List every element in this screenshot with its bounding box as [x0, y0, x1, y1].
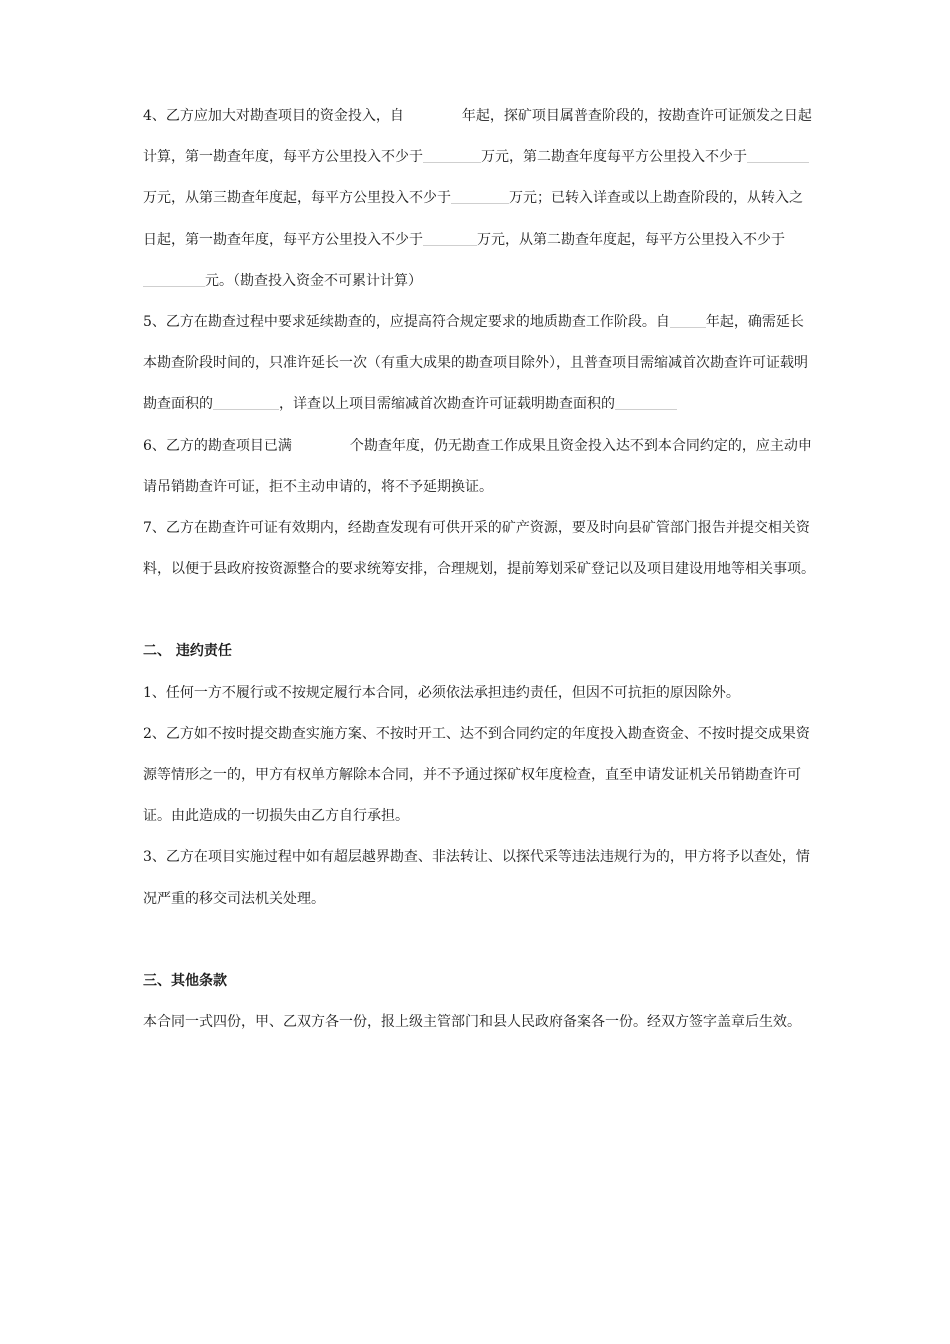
clause-4-text: 万元，第二勘查年度每平方公里投入不少于 [481, 149, 747, 166]
clause-4-text: 年起，探矿项目属普查阶段的，按勘查许可证颁发之日起计算，第一勘查年度，每平方公里投入不少于 [143, 108, 812, 166]
clause-6-text: 6、乙方的勘查项目已满 [143, 437, 292, 454]
breach-clause-3: 3、乙方在项目实施过程中如有超层越界勘查、非法转让、以探代采等违法违规行为的，甲方将予以查处，情况严重的移交司法机关处理。 [143, 849, 810, 907]
clause-5-text: 5、乙方在勘查过程中要求延续勘查的，应提高符合规定要求的地质勘查工作阶段。自 [143, 314, 670, 331]
clause-4 [143, 96, 815, 302]
amount-blank [451, 189, 509, 204]
clause-4-text: 4、乙方应加大对勘查项目的资金投入，自 [143, 108, 404, 124]
section-heading-breach: 二、 违约责任 [143, 643, 232, 660]
other-clause-1: 本合同一式四份，甲、乙双方各一份，报上级主管部门和县人民政府备案各一份。经双方签字盖章后生效。 [143, 1014, 801, 1031]
clause-4-text: 万元，从第二勘查年度起，每平方公里投入不少于 [477, 231, 785, 248]
amount-blank [747, 148, 809, 163]
clause-5-text: 年起，确需延长本勘查阶段时间的，只准许延长一次（有重大成果的勘查项目除外），且普查项目需缩减首次勘查许可证载明勘查面积的 [143, 314, 808, 413]
area-blank [213, 395, 279, 410]
clause-4-text: 万元，从第三勘查年度起，每平方公里投入不少于 [143, 190, 451, 207]
clause-6 [143, 426, 815, 508]
amount-blank [143, 272, 205, 287]
year-blank [670, 313, 706, 328]
amount-blank [423, 148, 481, 163]
area-blank [615, 395, 677, 410]
clause-4-text: 元。（勘查投入资金不可累计计算） [205, 272, 422, 289]
clause-5-text: ，详查以上项目需缩减首次勘查许可证载明勘查面积的 [279, 396, 615, 413]
spacer [143, 920, 815, 961]
spacer [143, 590, 815, 631]
clause-4-text: 万元；已转入详查或以上勘查阶段的，从转入之日起，第一勘查年度，每平方公里投入不少于 [143, 190, 803, 248]
amount-blank [423, 231, 477, 246]
clause-7: 7、乙方在勘查许可证有效期内，经勘查发现有可供开采的矿产资源，要及时向县矿管部门报告并提交相关资料，以便于县政府按资源整合的要求统筹安排，合理规划，提前筹划采矿登记以及项目建设用地等相关事项。 [143, 520, 815, 578]
breach-clause-2: 2、乙方如不按时提交勘查实施方案、不按时开工、达不到合同约定的年度投入勘查资金、不按时提交成果资源等情形之一的，甲方有权单方解除本合同，并不予通过探矿权年度检查，直至申请发证机关吊销勘查许可证。由此造成的一切损失由乙方自行承担。 [143, 725, 810, 825]
contract-page [143, 96, 815, 1043]
section-heading-other: 三、其他条款 [143, 972, 227, 989]
breach-clause-1: 1、任何一方不履行或不按规定履行本合同，必须依法承担违约责任，但因不可抗拒的原因除外。 [143, 684, 740, 701]
clause-5 [143, 302, 815, 426]
clause-6-text: 个勘查年度，仍无勘查工作成果且资金投入达不到本合同约定的，应主动申请吊销勘查许可证，拒不主动申请的，将不予延期换证。 [143, 437, 812, 495]
